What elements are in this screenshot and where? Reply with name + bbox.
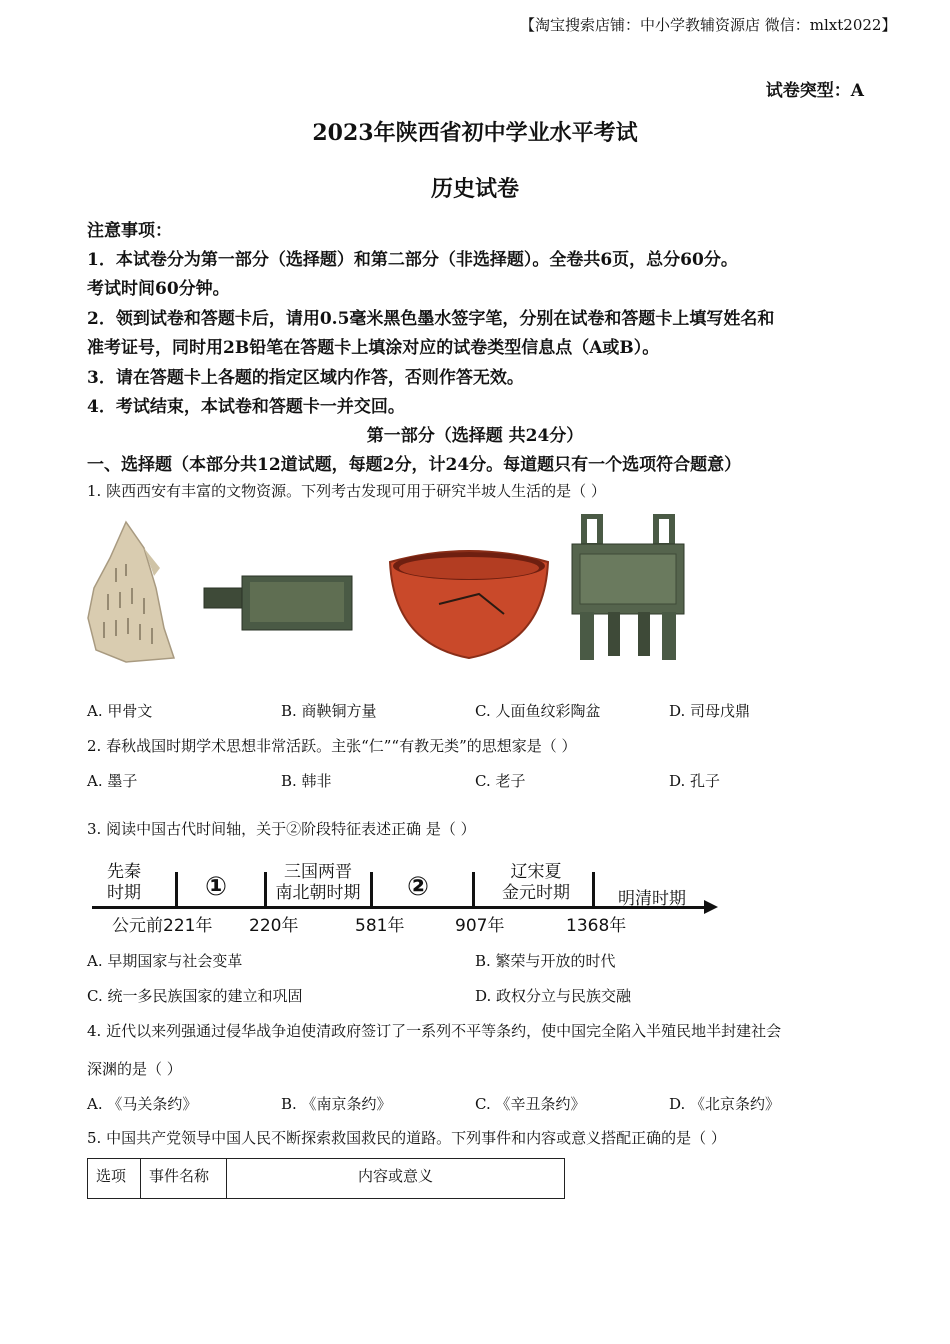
watermark-text: 【淘宝搜索店铺：中小学教辅资源店 微信：mlxt2022】 — [520, 16, 897, 34]
timeline-tick — [472, 872, 475, 908]
notice-item: 4．考试结束，本试卷和答题卡一并交回。 — [87, 397, 405, 417]
q3-option-a[interactable]: A. 早期国家与社会变革 — [87, 952, 243, 970]
q1-option-b[interactable]: B. 商鞅铜方量 — [281, 702, 377, 720]
bronze-measure-image — [202, 572, 354, 634]
q2-option-a[interactable]: A. 墨子 — [87, 772, 138, 790]
page-subtitle: 历史试卷 — [430, 176, 519, 202]
page-title: 2023年陕西省初中学业水平考试 — [312, 120, 638, 146]
q4-option-a[interactable]: A. 《马关条约》 — [87, 1095, 198, 1113]
notice-item: 考试时间60分钟。 — [87, 279, 230, 299]
q4-stem-line2: 深渊的是（ ） — [87, 1060, 182, 1078]
q4-stem-line1: 4. 近代以来列强通过侵华战争迫使清政府签订了一系列不平等条约，使中国完全陷入半殖民地半封建社会 — [87, 1022, 782, 1040]
q3-option-c[interactable]: C. 统一多民族国家的建立和巩固 — [87, 987, 303, 1005]
table-header-cell: 内容或意义 — [227, 1159, 565, 1199]
q2-option-b[interactable]: B. 韩非 — [281, 772, 332, 790]
timeline-tick — [175, 872, 178, 908]
timeline-tick — [592, 872, 595, 908]
timeline-period-3 — [264, 862, 372, 904]
timeline-date: 220年 — [249, 916, 299, 936]
oracle-bone-image — [86, 518, 178, 664]
q3-option-b[interactable]: B. 繁荣与开放的时代 — [475, 952, 616, 970]
q2-option-c[interactable]: C. 老子 — [475, 772, 526, 790]
period-line: 辽宋夏 — [510, 862, 562, 882]
timeline-period-4: ② — [406, 872, 429, 902]
notice-item: 准考证号，同时用2B铅笔在答题卡上填涂对应的试卷类型信息点（A或B）。 — [87, 338, 660, 358]
period-line: 三国两晋 — [284, 862, 352, 882]
period-line: 时期 — [107, 883, 141, 903]
q5-table — [87, 1158, 565, 1199]
timeline-period-1 — [96, 862, 152, 904]
notice-item: 2．领到试卷和答题卡后，请用0.5毫米黑色墨水签字笔，分别在试卷和答题卡上填写姓名和 — [87, 309, 775, 329]
part1-title: 第一部分（选择题 共24分） — [366, 426, 584, 446]
table-header-cell: 选项 — [88, 1159, 141, 1199]
section1-title: 一、选择题（本部分共12道试题，每题2分，计24分。每道题只有一个选项符合题意） — [87, 455, 742, 475]
timeline-date: 581年 — [355, 916, 405, 936]
timeline-arrow-icon — [704, 900, 718, 914]
q5-stem: 5. 中国共产党领导中国人民不断探索救国救民的道路。下列事件和内容或意义搭配正确的是（ ） — [87, 1129, 726, 1147]
notice-heading: 注意事项： — [87, 221, 172, 241]
q1-stem: 1. 陕西西安有丰富的文物资源。下列考古发现可用于研究半坡人生活的是（ ） — [87, 482, 606, 500]
bronze-ding-image — [566, 514, 690, 664]
period-line: 南北朝时期 — [275, 883, 361, 903]
period-line: 先秦 — [107, 862, 141, 882]
q4-option-d[interactable]: D. 《北京条约》 — [669, 1095, 781, 1113]
table-header-cell: 事件名称 — [141, 1159, 227, 1199]
q1-option-c[interactable]: C. 人面鱼纹彩陶盆 — [475, 702, 601, 720]
q4-option-b[interactable]: B. 《南京条约》 — [281, 1095, 392, 1113]
timeline-period-2: ① — [204, 872, 227, 902]
period-line: 金元时期 — [502, 883, 570, 903]
notice-item: 1．本试卷分为第一部分（选择题）和第二部分（非选择题）。全卷共6页，总分60分。 — [87, 250, 738, 270]
q3-option-d[interactable]: D. 政权分立与民族交融 — [475, 987, 632, 1005]
timeline-date: 907年 — [455, 916, 505, 936]
timeline-date: 1368年 — [566, 916, 627, 936]
q2-option-d[interactable]: D. 孔子 — [669, 772, 721, 790]
pottery-basin-image — [384, 544, 554, 664]
paper-type: 试卷突型：A — [765, 81, 864, 101]
table-row — [88, 1159, 565, 1199]
q2-stem: 2. 春秋战国时期学术思想非常活跃。主张“仁”“有教无类”的思想家是（ ） — [87, 737, 577, 755]
q1-option-d[interactable]: D. 司母戊鼎 — [669, 702, 751, 720]
timeline-period-5 — [488, 862, 584, 904]
q3-stem: 3. 阅读中国古代时间轴，关于②阶段特征表述正确 是（ ） — [87, 820, 476, 838]
notice-item: 3．请在答题卡上各题的指定区域内作答，否则作答无效。 — [87, 368, 524, 388]
q1-option-a[interactable]: A. 甲骨文 — [87, 702, 153, 720]
q4-option-c[interactable]: C. 《辛丑条约》 — [475, 1095, 586, 1113]
timeline-period-6: 明清时期 — [618, 889, 686, 909]
timeline-date: 公元前221年 — [112, 916, 213, 936]
